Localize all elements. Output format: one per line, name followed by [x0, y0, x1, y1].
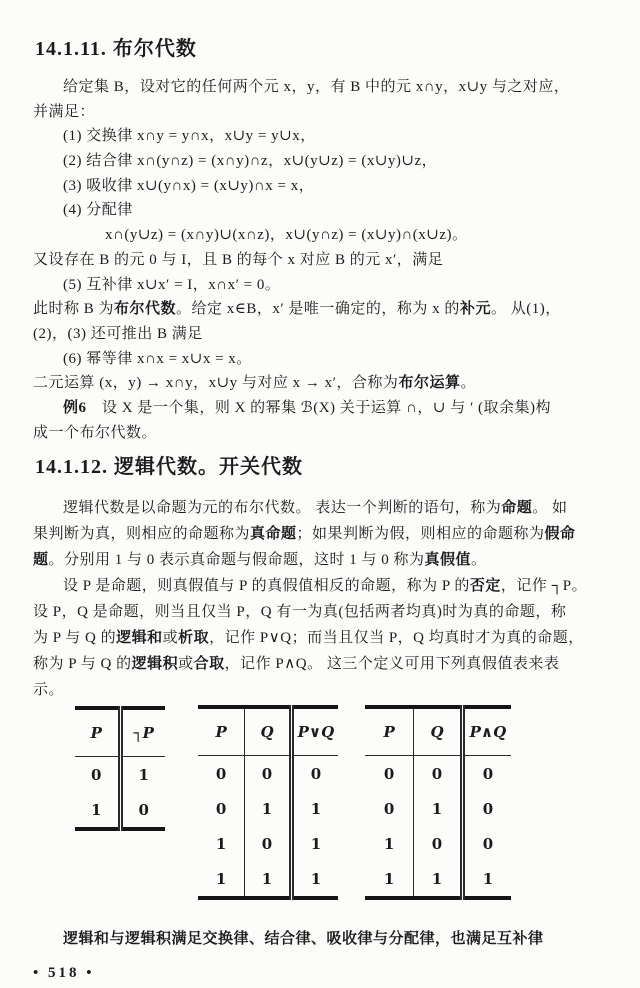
table-row: [365, 756, 511, 792]
truth-value-cell: 1: [462, 861, 511, 898]
truth-value-cell: 1: [414, 861, 463, 898]
closing-note: 逻辑和与逻辑积满足交换律、结合律、吸收律与分配律，也满足互补律: [63, 931, 544, 948]
text-line: 设 P 是命题，则真假值与 P 的真假值相反的命题，称为 P 的否定，记作 ┐P。: [63, 578, 588, 595]
text-line: 并满足：: [33, 103, 96, 120]
truth-value-cell: 0: [215, 764, 227, 783]
truth-value-cell: 1: [291, 861, 338, 898]
text-line: x∩(y∪z) = (x∩y)∪(x∩z)，x∪(y∩z) = (x∪y)∩(x∪z)。: [105, 227, 468, 244]
truth-value-cell: 0: [291, 756, 338, 792]
text-line: 为 P 与 Q 的逻辑和或析取，记作 P∨Q；而当且仅当 P，Q 均真时才为真的命题，: [33, 630, 584, 647]
section-14-1-11-body: [33, 75, 612, 445]
text-line: 果判断为真，则相应的命题称为真命题；如果判断为假，则相应的命题称为假命: [33, 526, 576, 543]
text-line: (3) 吸收律 x∪(y∩x) = (x∪y)∩x = x，: [63, 177, 315, 194]
truth-value-cell: 0: [414, 826, 463, 861]
column-header: P: [75, 708, 120, 757]
text-line: 成一个布尔代数。: [33, 424, 158, 441]
section-14-1-12-body: [33, 495, 612, 703]
table-row: [75, 757, 165, 793]
truth-value-cell: 1: [383, 834, 395, 853]
truth-value-cell: 1: [120, 757, 165, 793]
truth-value-cell: 1: [245, 861, 292, 898]
truth-table-negation: [75, 706, 165, 831]
text-line: 二元运算 (x，y) → x∩y，x∪y 与对应 x → x′，合称为布尔运算。: [33, 375, 476, 392]
truth-table-conjunction: [365, 705, 511, 900]
truth-value-cell: 0: [462, 791, 511, 826]
table-row: [365, 791, 511, 826]
column-header: P: [198, 707, 245, 756]
column-header: P∧Q: [462, 707, 511, 756]
text-line: 称为 P 与 Q 的逻辑积或合取，记作 P∧Q。 这三个定义可用下列真假值表来表: [33, 656, 560, 673]
truth-value-cell: 0: [383, 764, 395, 783]
truth-value-cell: 0: [91, 765, 102, 784]
table-row: [75, 792, 165, 829]
text-line: 例6 设 X 是一个集，则 X 的幂集 ℬ(X) 关于运算 ∩，∪ 与 ′ (取余集)构: [63, 399, 551, 416]
truth-table-disjunction: [198, 705, 338, 900]
text-line: 此时称 B 为布尔代数。给定 x∈B，x′ 是唯一确定的，称为 x 的补元。 从(1)，: [33, 301, 561, 318]
text-line: (6) 幂等律 x∩x = x∪x = x。: [63, 350, 252, 367]
section-heading-14-1-12: 14.1.12. 逻辑代数。开关代数: [35, 456, 303, 479]
text-line: (2) 结合律 x∩(y∩z) = (x∩y)∩z，x∪(y∪z) = (x∪y)∪z，: [63, 153, 438, 170]
table-row: [365, 861, 511, 898]
column-header: P∨Q: [291, 707, 338, 756]
text-line: (1) 交换律 x∩y = y∩x，x∪y = y∪x，: [63, 128, 316, 145]
section-heading-14-1-11: 14.1.11. 布尔代数: [35, 38, 197, 60]
text-line: 给定集 B，设对它的任何两个元 x，y，有 B 中的元 x∩y，x∪y 与之对应，: [63, 79, 570, 95]
truth-table-disjunction: [198, 705, 338, 900]
truth-value-cell: 1: [291, 826, 338, 861]
table-row: [198, 791, 338, 826]
page-number: • 518 •: [33, 965, 95, 982]
table-header-row: [365, 707, 511, 756]
truth-value-cell: 0: [215, 799, 227, 818]
truth-tables-row: [33, 705, 612, 917]
table-row: [198, 826, 338, 861]
table-header-row: [75, 708, 165, 757]
text-line: 逻辑代数是以命题为元的布尔代数。 表达一个判断的语句，称为命题。 如: [63, 500, 568, 517]
truth-value-cell: 1: [414, 791, 463, 826]
truth-value-cell: 1: [215, 869, 227, 888]
truth-value-cell: 1: [383, 869, 395, 888]
truth-value-cell: 0: [462, 756, 511, 792]
text-line: 设 P，Q 是命题，则当且仅当 P，Q 有一为真(包括两者均真)时为真的命题，称: [33, 604, 567, 621]
truth-value-cell: 0: [414, 756, 463, 792]
text-line: (4) 分配律: [63, 202, 133, 219]
truth-value-cell: 0: [120, 792, 165, 829]
truth-value-cell: 1: [245, 791, 292, 826]
text-line: 又设存在 B 的元 0 与 I，且 B 的每个 x 对应 B 的元 x′，满足: [33, 251, 444, 268]
truth-value-cell: 0: [383, 799, 395, 818]
table-header-row: [198, 707, 338, 756]
table-row: [198, 861, 338, 898]
column-header: P: [365, 707, 414, 756]
truth-value-cell: 1: [215, 834, 227, 853]
column-header: Q: [245, 707, 292, 756]
column-header: Q: [414, 707, 463, 756]
truth-value-cell: 0: [245, 826, 292, 861]
truth-table-conjunction: [365, 705, 511, 900]
truth-value-cell: 0: [245, 756, 292, 792]
truth-value-cell: 1: [91, 800, 102, 819]
truth-value-cell: 0: [462, 826, 511, 861]
column-header: ┐P: [120, 708, 165, 757]
truth-table-negation: [75, 706, 165, 831]
text-line: 题。分别用 1 与 0 表示真命题与假命题，这时 1 与 0 称为真假值。: [33, 552, 487, 569]
text-line: 示。: [33, 682, 65, 699]
text-line: (2)，(3) 还可推出 B 满足: [33, 325, 203, 342]
text-line: (5) 互补律 x∪x′ = I，x∩x′ = 0。: [63, 276, 281, 293]
table-row: [198, 756, 338, 792]
table-row: [365, 826, 511, 861]
truth-value-cell: 1: [291, 791, 338, 826]
